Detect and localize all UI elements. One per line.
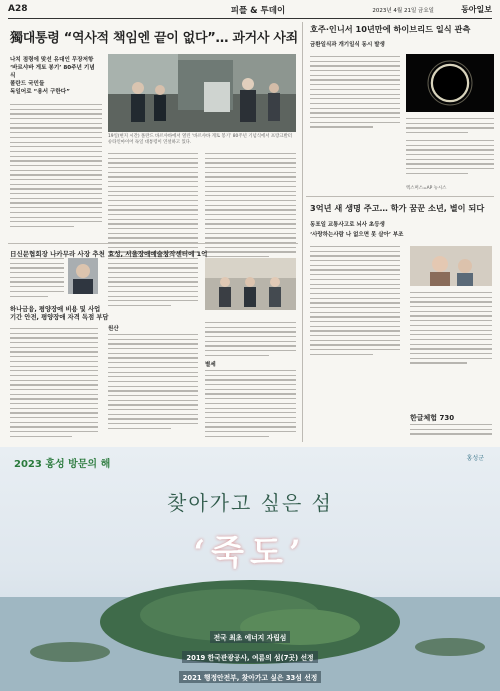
- brief-photo: [205, 258, 296, 310]
- brief-body: [108, 334, 198, 432]
- ad-brand: 2023 홍성 방문의 해: [14, 459, 111, 470]
- obituary-body: [205, 370, 296, 440]
- section-divider: [306, 196, 494, 197]
- lead-photo: [108, 54, 296, 132]
- brief-title: 별세: [205, 362, 216, 368]
- eclipse-body-2: [406, 140, 494, 178]
- ad-info-line: 전국 최초 에너지 자립섬: [210, 631, 291, 643]
- brief-body: [10, 328, 98, 441]
- section-title: 피플 & 투데이: [230, 6, 286, 16]
- brief-title: 효성, 서울장애예술창작센터에 1억: [108, 250, 208, 258]
- brief-title: 하나금융, 평양장애 비용 및 사업 기간 안전, 평양장애 자격 독점 부담: [10, 306, 109, 321]
- column-divider: [302, 22, 303, 442]
- lead-photo-caption: 19일(현지 시간) 폴란드 바르샤바에서 열린 ‘바르샤바 게토 봉기’ 80주년 기념식에서 프랑크발터 슈타인마이어 독일 대통령이 연설하고 있다.: [108, 134, 293, 145]
- ad-island-name: ‘죽도’: [193, 533, 307, 573]
- article-subheadline: 동포일 교통사고로 뇌사 초등생: [310, 222, 385, 228]
- ad-slogan: 찾아가고 싶은 섬: [167, 491, 333, 515]
- lead-body-col1: [10, 104, 102, 231]
- eclipse-credit: 엑스머스=AP 뉴시스: [406, 186, 447, 191]
- ad-logo: 홍성군: [466, 455, 484, 462]
- article-headline: 3억년 새 생명 주고… 학가 꿈꾼 소년, 별이 되다: [310, 203, 485, 213]
- ad-info-line: 2021 행정안전부, 찾아가고 싶은 33섬 선정: [179, 671, 322, 683]
- table-rows: [410, 424, 492, 438]
- section-divider: [8, 243, 298, 244]
- eclipse-headline: 호주·인니서 10년만에 하이브리드 일식 관측: [310, 24, 471, 34]
- eclipse-photo: [406, 54, 494, 112]
- lead-body-col3: [205, 153, 296, 261]
- newspaper-name: 동아일보: [461, 5, 492, 14]
- issue-date: 2023년 4월 21일 금요일: [372, 8, 434, 14]
- ad-info-line: 2019 한국관광공사, 여름의 섬(7곳) 선정: [182, 651, 317, 663]
- article-photo: [410, 246, 492, 286]
- eclipse-subheadline: 금환일식과 개기일식 동시 발생: [310, 42, 385, 48]
- eclipse-caption-lines: [406, 118, 494, 137]
- page-number: A28: [8, 4, 28, 14]
- article-subheadline: ‘사랑하는사람 나 없으면 못 살아’ 부조: [310, 232, 404, 238]
- brief-body: [205, 322, 296, 360]
- lead-body-col2: [108, 153, 198, 261]
- lead-headline: 獨대통령 “역사적 책임엔 끝이 없다”… 과거사 사죄: [10, 31, 298, 46]
- lead-subheadline: 나치 점령에 맞선 유대인 무장저항 ‘바르샤바 게토 봉기’ 80주년 기념식 폴란드 국민들 독일어로 “용서 구한다”: [10, 57, 95, 95]
- brief-photo-caption: [205, 312, 296, 318]
- eclipse-body: [310, 56, 400, 131]
- brief-body: [10, 258, 64, 300]
- brief-title: 원산: [108, 326, 119, 332]
- article-body: [310, 246, 400, 359]
- brief-body: [108, 258, 198, 310]
- article-body-2: [410, 292, 492, 367]
- tourism-advertisement: [0, 447, 500, 691]
- table-title: 한글체험 730: [410, 414, 455, 422]
- brief-portrait: [68, 258, 98, 294]
- ad-info: [150, 625, 350, 685]
- brief-title: 日신문협회장 나카무라 사장 추천: [10, 250, 105, 258]
- page-header: [8, 4, 492, 19]
